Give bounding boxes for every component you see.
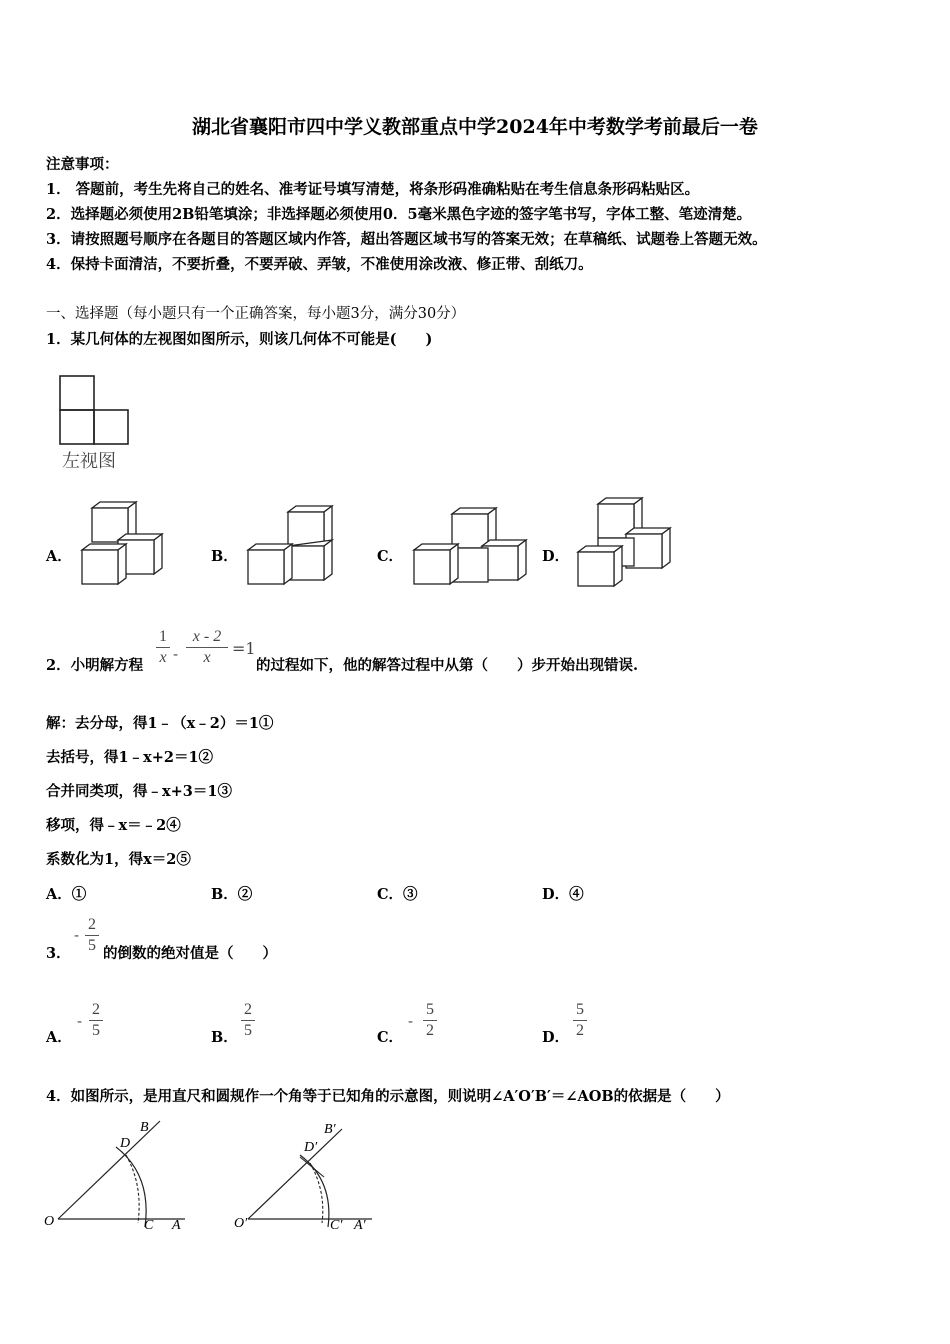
- notice-item-1: 1． 答题前，考生先将自己的姓名、准考证号填写清楚，将条形码准确粘贴在考生信息条形码粘贴区。: [46, 181, 700, 198]
- section-heading: 一、选择题（每小题只有一个正确答案，每小题3分，满分30分）: [46, 306, 466, 322]
- fig2-label-o: O′: [234, 1216, 248, 1231]
- q1-option-d-figure: [574, 494, 674, 590]
- q2-option-b: B．②: [211, 886, 253, 903]
- fig2-label-b: B′: [324, 1122, 336, 1137]
- q3-option-c-sign: -: [408, 1012, 414, 1030]
- left-view-caption: 左视图: [62, 451, 116, 472]
- q2-f1-num: 1: [159, 628, 167, 645]
- q3-option-c-fraction: [423, 1001, 437, 1040]
- q2-suffix: 的过程如下，他的解答过程中从第（ ）步开始出现错误.: [256, 657, 639, 674]
- q3-den: 5: [88, 937, 96, 954]
- q3-option-d-num: 5: [576, 1001, 584, 1018]
- notice-item-3: 3．请按照题号顺序在各题目的答题区域内作答，超出答题区域书写的答案无效；在草稿纸、试题卷上答题无效。: [46, 231, 767, 248]
- fig2-label-c: C′: [330, 1218, 343, 1233]
- q2-rhs: =1: [232, 639, 256, 658]
- q3-option-b-num: 2: [244, 1001, 252, 1018]
- q3-option-b-label: B．: [211, 1029, 238, 1046]
- q3-sign: -: [74, 926, 80, 944]
- q4-figure-1: [40, 1115, 190, 1240]
- fig1-label-b: B: [140, 1120, 149, 1135]
- notice-item-4: 4．保持卡面清洁，不要折叠，不要弄破、弄皱，不准使用涂改液、修正带、刮纸刀。: [46, 256, 593, 273]
- q3-option-c-label: C．: [377, 1029, 404, 1046]
- q3-option-b-fraction: [241, 1001, 255, 1040]
- fig1-label-a: A: [172, 1218, 181, 1233]
- q2-step-2: 去括号，得1﹣x+2＝1②: [46, 749, 214, 766]
- q2-fraction-2: [186, 628, 228, 667]
- q2-option-a: A．①: [46, 886, 87, 903]
- q1-option-a-figure: [78, 500, 168, 588]
- q3-option-a-sign: -: [77, 1012, 83, 1030]
- q3-option-d-label: D．: [542, 1029, 570, 1046]
- q2-f2-den: x: [203, 649, 211, 666]
- q2-step-3: 合并同类项，得﹣x+3＝1③: [46, 783, 232, 800]
- left-view-figure: [58, 374, 130, 446]
- notice-item-2: 2．选择题必须使用2B铅笔填涂；非选择题必须使用0．5毫米黑色字迹的签字笔书写，字体工整、笔迹清楚。: [46, 206, 752, 223]
- q3-text: 的倒数的绝对值是（ ）: [103, 945, 277, 962]
- q1-text: 1．某几何体的左视图如图所示，则该几何体不可能是( ): [46, 331, 433, 348]
- fig1-label-c: C: [144, 1218, 154, 1233]
- q3-fraction: [85, 916, 99, 955]
- q3-option-a-num: 2: [92, 1001, 100, 1018]
- fig1-label-d: D: [120, 1136, 131, 1151]
- q3-option-c-num: 5: [426, 1001, 434, 1018]
- q3-option-b-den: 5: [244, 1022, 252, 1039]
- page-title: 湖北省襄阳市四中学义教部重点中学2024年中考数学考前最后一卷: [192, 116, 758, 138]
- q2-option-c: C．③: [377, 886, 418, 903]
- q2-step-1: 解：去分母，得1﹣（x﹣2）＝1①: [46, 715, 274, 732]
- q4-text: 4．如图所示，是用直尺和圆规作一个角等于已知角的示意图，则说明∠A′O′B′＝∠AOB的依据是（ ）: [46, 1088, 730, 1105]
- q1-option-c-figure: [410, 500, 530, 588]
- q2-f2-num: x - 2: [192, 628, 222, 645]
- q3-option-a-fraction: [89, 1001, 103, 1040]
- q2-fraction-1: [156, 628, 170, 667]
- q3-option-d-den: 2: [576, 1022, 584, 1039]
- q2-step-4: 移项，得﹣x＝﹣2④: [46, 817, 181, 834]
- q4-figure-2: [230, 1115, 380, 1240]
- q1-option-d-label: D．: [542, 548, 570, 565]
- q1-option-a-label: A．: [46, 548, 72, 565]
- q3-option-a-den: 5: [92, 1022, 100, 1039]
- q3-option-a-label: A．: [46, 1029, 72, 1046]
- q3-option-c-den: 2: [426, 1022, 434, 1039]
- q3-number: 3．: [46, 945, 71, 962]
- q1-option-b-figure: [244, 500, 334, 588]
- fig1-label-o: O: [44, 1214, 55, 1229]
- q2-step-5: 系数化为1，得x＝2⑤: [46, 851, 191, 868]
- q3-num: 2: [88, 916, 96, 933]
- q1-option-c-label: C．: [377, 548, 404, 565]
- q3-option-d-fraction: [573, 1001, 587, 1040]
- fig2-label-a: A′: [354, 1218, 366, 1233]
- q2-option-d: D．④: [542, 886, 584, 903]
- notice-heading: 注意事项：: [46, 156, 119, 173]
- fig2-label-d: D′: [304, 1140, 318, 1155]
- q1-option-b-label: B．: [211, 548, 238, 565]
- q2-minus: -: [173, 645, 179, 663]
- q2-f1-den: x: [159, 649, 167, 666]
- q2-prefix: 2．小明解方程: [46, 657, 144, 674]
